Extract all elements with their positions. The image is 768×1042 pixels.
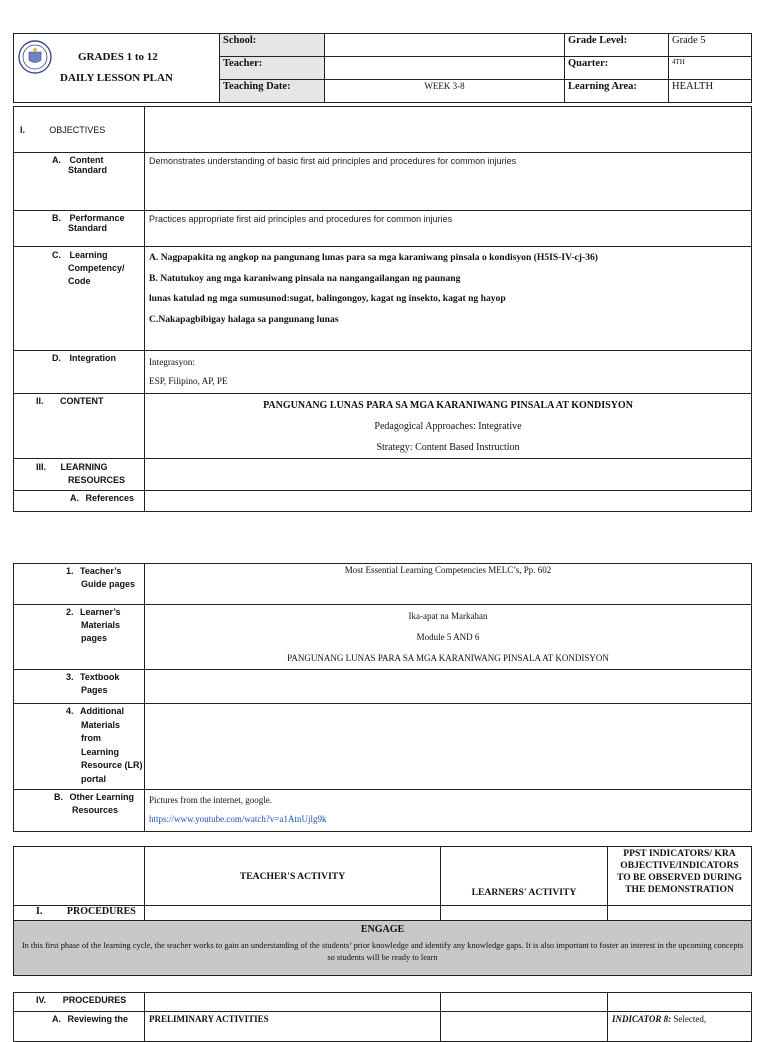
teaching-date-value: WEEK 3-8 <box>325 80 565 103</box>
learners-materials-label: 2. Learner’s Materials pages <box>14 605 145 670</box>
preliminary-activities: PRELIMINARY ACTIVITIES <box>145 1012 441 1042</box>
engage-text: In this first phase of the learning cycle, the teacher works to gain an understanding of the students’ prior knowledge and identify any knowledge gaps. It is also important to foster an interest in the upcoming concepts so students will be ready to learn <box>21 940 744 962</box>
doc-title-line2: DAILY LESSON PLAN <box>60 72 173 84</box>
engage-section <box>14 921 752 976</box>
teachers-guide-label: 1. Teacher’s Guide pages <box>14 564 145 605</box>
references-label: A. References <box>14 491 145 512</box>
indicator-8: INDICATOR 8: Selected, <box>608 1012 752 1042</box>
content-standard-label: A. Content Standard <box>14 153 145 211</box>
quarter-value: 4TH <box>669 57 752 80</box>
competency-line-c: C.Nakapagbibigay halaga sa pangunang lunas <box>149 313 339 325</box>
learning-area-value: HEALTH <box>669 80 752 103</box>
learning-area-label: Learning Area: <box>565 80 669 103</box>
objectives-table <box>13 106 752 512</box>
content-text <box>145 394 752 459</box>
competency-line-b-cont: lunas katulad ng mga sumusunod:sugat, balingongoy, kagat ng insekto, kagat ng hayop <box>149 293 506 304</box>
learning-resources-label: III. LEARNING RESOURCES <box>14 459 145 491</box>
deped-seal-icon <box>18 40 52 74</box>
teacher-activity-header: TEACHER'S ACTIVITY <box>145 847 441 906</box>
teacher-label: Teacher: <box>220 57 325 80</box>
pedagogical-approach: Pedagogical Approaches: Integrative <box>374 421 522 432</box>
youtube-link[interactable]: https://www.youtube.com/watch?v=a1AtnUjlg9k <box>149 814 327 824</box>
school-value <box>325 34 565 57</box>
competency-line-b: B. Natutukoy ang mga karaniwang pinsala na nangangailangan ng paunang <box>149 272 461 284</box>
learning-competency-text <box>145 247 752 351</box>
school-label: School: <box>220 34 325 57</box>
ppst-indicators-header: PPST INDICATORS/ KRA OBJECTIVE/INDICATORS TO BE OBSERVED DURING THE DEMONSTRATION <box>608 847 752 906</box>
performance-standard-text: Practices appropriate first aid principles and procedures for common injuries <box>145 211 752 247</box>
strategy: Strategy: Content Based Instruction <box>376 442 520 453</box>
integration-text: Integrasyon: ESP, Filipino, AP, PE <box>145 351 752 394</box>
learner-activity-header: LEARNERS' ACTIVITY <box>441 847 608 906</box>
grade-level-value: Grade 5 <box>669 34 752 57</box>
performance-standard-label: B. Performance Standard <box>14 211 145 247</box>
engage-title: ENGAGE <box>360 924 405 935</box>
content-title: PANGUNANG LUNAS PARA SA MGA KARANIWANG PINSALA AT KONDISYON <box>263 400 633 411</box>
competency-line-a: A. Nagpapakita ng angkop na pangunang lunas para sa mga karaniwang pinsala o kondisyon (H5IS-IV-cj-36) <box>149 252 598 263</box>
header-table <box>13 33 752 103</box>
resources-table <box>13 563 752 832</box>
textbook-label: 3. Textbook Pages <box>14 670 145 704</box>
doc-title-line1: GRADES 1 to 12 <box>78 51 158 63</box>
learners-materials-text: Ika-apat na Markahan Module 5 AND 6 PANGUNANG LUNAS PARA SA MGA KARANIWANG PINSALA AT KONDISYON <box>145 605 752 670</box>
procedures-iv-label: IV. PROCEDURES <box>14 993 145 1012</box>
integration-label: D. Integration <box>14 351 145 394</box>
content-standard-text: Demonstrates understanding of basic first aid principles and procedures for common injuries <box>145 153 752 211</box>
other-resources-text: Pictures from the internet, google. https://www.youtube.com/watch?v=a1AtnUjlg9k <box>145 790 752 832</box>
learning-competency-label: C. Learning Competency/ Code <box>14 247 145 351</box>
quarter-label: Quarter: <box>565 57 669 80</box>
grade-level-label: Grade Level: <box>565 34 669 57</box>
objectives-heading: I. OBJECTIVES <box>14 107 145 153</box>
teacher-value <box>325 57 565 80</box>
procedures-table <box>13 992 752 1042</box>
content-label: II. CONTENT <box>14 394 145 459</box>
activities-table <box>13 846 752 976</box>
teaching-date-label: Teaching Date: <box>220 80 325 103</box>
other-resources-label: B. Other Learning Resources <box>14 790 145 832</box>
additional-materials-label: 4. Additional Materials from Learning Resource (LR) portal <box>14 704 145 790</box>
reviewing-label: A. Reviewing the <box>14 1012 145 1042</box>
procedures-label: I. PROCEDURES <box>14 906 145 921</box>
teachers-guide-text: Most Essential Learning Competencies MELC’s, Pp. 602 <box>145 564 752 605</box>
header-title-cell <box>14 34 220 103</box>
